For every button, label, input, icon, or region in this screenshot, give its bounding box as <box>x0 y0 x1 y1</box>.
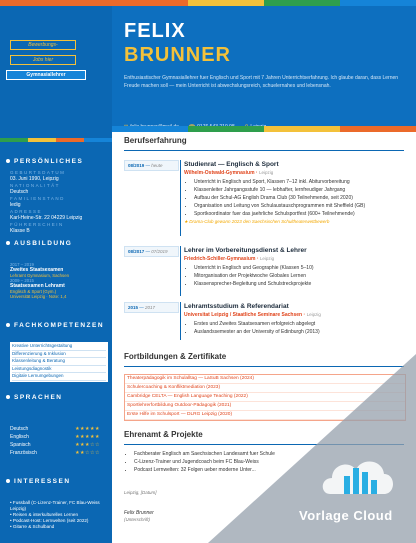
job-bullets: • Unterricht in Englisch und Sport, Klassen 7–12 inkl. Abiturvorbereitung • Klassenleiter Jahrgangsstufe 10 — lebhafter, lernfreudiger Jahrgang • Aufbau der Schul-AG English Drama Club (30 Teilnehmende, seit 2020) • Organisation und Leitung von Schulaustauschprogrammen mit Sheffield (GB) • Sportkoordinator fuer das jaehrliche Schulsportfest (600+ Teilnehmende) <box>184 178 404 218</box>
field-value: Klasse B <box>10 228 30 234</box>
field-label: FÜHRERSCHEIN <box>10 222 64 227</box>
job-employer: Universitat Leipzig / Staatliche Seminare Sachsen · Leipzig <box>184 312 321 318</box>
timeline-line <box>180 302 181 340</box>
intro-text: Enthusiastischer Gymnasiallehrer fuer Englisch und Sport mit 7 Jahren Unterrichtserfahrung. Ich glaube daran, dass Lernen Freude machen soll — mein Unterricht ist abwechslungsreich, schuelernahes und lebensnah. <box>124 75 399 89</box>
rating-stars: ★★★★★ <box>75 434 100 440</box>
skill-item: Kreative Unterrichtsgestaltung <box>12 343 106 351</box>
field-value: Karl-Heine-Str. 22 04229 Leipzig <box>10 215 83 221</box>
volunteer-item: • Fachberater Englisch am Saechsischen Landesamt fuer Schule <box>134 450 404 458</box>
header-top-accent <box>112 0 416 6</box>
last-name: BRUNNER <box>124 44 231 66</box>
skill-item: Leistungsdiagnostik <box>12 366 106 374</box>
first-name: FELIX <box>124 20 186 42</box>
job-dates: 08/2017 — 07/2019 <box>124 246 179 257</box>
training-item: Theaterpädagogik im Schulalltag — LaSuB Sachsen (2024) <box>125 375 405 384</box>
language-row: Französisch ★★☆☆☆ <box>10 450 100 456</box>
skills-heading: FACHKOMPETENZEN <box>6 322 104 329</box>
job-bullets: • Unterricht in Englisch und Geographie (Klassen 5–10) • Mitorganisation der Projektwoche Globales Lernen • Klassensprecher-Begleitung und Schulstreckprojekte <box>184 264 404 288</box>
edu-dates: 2009 – 2015 <box>10 278 34 283</box>
language-row: Deutsch ★★★★★ <box>10 426 100 432</box>
languages-heading: SPRACHEN <box>6 394 62 401</box>
job-title-badge: Gymnasiallehrer <box>6 70 86 80</box>
signature-caption: (Unterschrift) <box>124 517 151 522</box>
job-employer: Wilhelm-Ostwald-Gymnasium · Leipzig <box>184 170 274 176</box>
job-title: Lehrer im Vorbereitungsdienst & Lehrer <box>184 247 307 254</box>
sidebar-top-accent <box>0 0 112 6</box>
training-item: Erste Hilfe im Schulsport — DLRG Leipzig (2020) <box>125 411 405 420</box>
volunteer-heading: Ehrenamt & Projekte <box>124 430 203 439</box>
job-dates: 2015 — 2017 <box>124 302 179 313</box>
volunteer-item: • Podcast Lernwelten: 32 Folgen ueber moderne Unter... <box>134 466 404 474</box>
interest-item: • Reisen & interkulturelles Lernen <box>10 512 78 517</box>
job-title: Lehramtsstudium & Referendariat <box>184 303 289 310</box>
edu-dates: 2017 – 2019 <box>10 262 34 267</box>
languages-list <box>10 425 100 457</box>
job-entry <box>124 160 406 238</box>
field-value: 03. Juni 1990, Leipzig <box>10 176 59 182</box>
language-row: Spanisch ★★★☆☆ <box>10 442 100 448</box>
watermark-text: Vorlage Cloud <box>299 508 393 523</box>
jobs-link[interactable]: Jobs hier <box>10 55 76 65</box>
field-value: Deutsch <box>10 189 29 195</box>
signature-place-date: Leipzig, [Datum] <box>124 490 157 495</box>
field-label: FAMILIENSTAND <box>10 196 65 201</box>
training-item: Schulercoaching & Konfliktmediation (2023) <box>125 384 405 393</box>
edu-org: Englisch & Sport (Gym.) <box>10 289 57 294</box>
section-rule <box>124 150 404 151</box>
color-stripe <box>0 138 112 142</box>
job-bullets: • Erstes und Zweites Staatsexamen erfolgreich abgelegt • Auslandssemester an der University of Edinburgh (2013) <box>184 320 404 336</box>
cloud-icon <box>318 438 398 513</box>
edu-org: Lehramt Gymnasium, Sachsen <box>10 273 69 278</box>
timeline-line <box>180 246 181 296</box>
interests-heading: INTERESSEN <box>6 478 71 485</box>
edu-title: Zweites Staatsexamen <box>10 267 64 273</box>
job-dates: 08/2019 — heute <box>124 160 179 171</box>
experience-heading: Berufserfahrung <box>124 136 187 145</box>
field-value: ledig <box>10 202 21 208</box>
interests-list <box>10 500 108 530</box>
field-label: ADRESSE <box>10 209 43 214</box>
job-note: ★ Drama-Club gewann 2023 den Saechsischen Schultheaterwettbewerb <box>184 219 330 224</box>
rating-stars: ★★★★★ <box>75 426 100 432</box>
sidebar-links <box>10 40 76 70</box>
interest-item: • Podcast-Host: Lernwelten (seit 2022) <box>10 518 89 523</box>
language-row: Englisch ★★★★★ <box>10 434 100 440</box>
timeline-line <box>180 160 181 236</box>
bewerbung-link[interactable]: Bewerbungs- <box>10 40 76 50</box>
job-entry <box>124 302 406 342</box>
interest-item: • Gitarre & Schulband <box>10 524 55 529</box>
training-item: Cambridge CELTA — English Language Teaching (2022) <box>125 393 405 402</box>
rating-stars: ★★☆☆☆ <box>75 450 100 456</box>
edu-title: Staatsexamen Lehramt <box>10 283 65 289</box>
training-heading: Fortbildungen & Zertifikate <box>124 352 227 361</box>
header <box>112 0 416 132</box>
training-item: Sportlehrerfortbildung Outdoor-Pädagogik (2021) <box>125 402 405 411</box>
job-title: Studienrat — Englisch & Sport <box>184 161 279 168</box>
interest-item: • Fussball (C-Lizenz-Trainer, FC Blau-Weiss Leipzig) <box>10 500 100 511</box>
signature-name: Felix Brunner <box>124 510 154 516</box>
education-block <box>10 262 108 299</box>
job-employer: Friedrich-Schiller-Gymnasium · Leipzig <box>184 256 275 262</box>
rating-stars: ★★★☆☆ <box>75 442 100 448</box>
personal-block <box>10 170 108 235</box>
personal-heading: PERSÖNLICHES <box>6 158 83 165</box>
skill-item: Klassenleitung & Beratung <box>12 358 106 366</box>
skill-item: Digitale Lernumgebungen <box>12 373 106 381</box>
sidebar <box>0 0 112 543</box>
volunteer-item: • C-Lizenz-Trainer und Jugendcoach beim FC Blau-Weiss <box>134 458 404 466</box>
field-label: NATIONALITÄT <box>10 183 60 188</box>
edu-org: Universität Leipzig · Note: 1,4 <box>10 294 67 299</box>
field-label: GEBURTSDATUM <box>10 170 66 175</box>
skill-item: Differenzierung & Inklusion <box>12 351 106 359</box>
skills-list <box>10 342 108 382</box>
job-entry <box>124 246 406 298</box>
education-heading: AUSBILDUNG <box>6 240 72 247</box>
